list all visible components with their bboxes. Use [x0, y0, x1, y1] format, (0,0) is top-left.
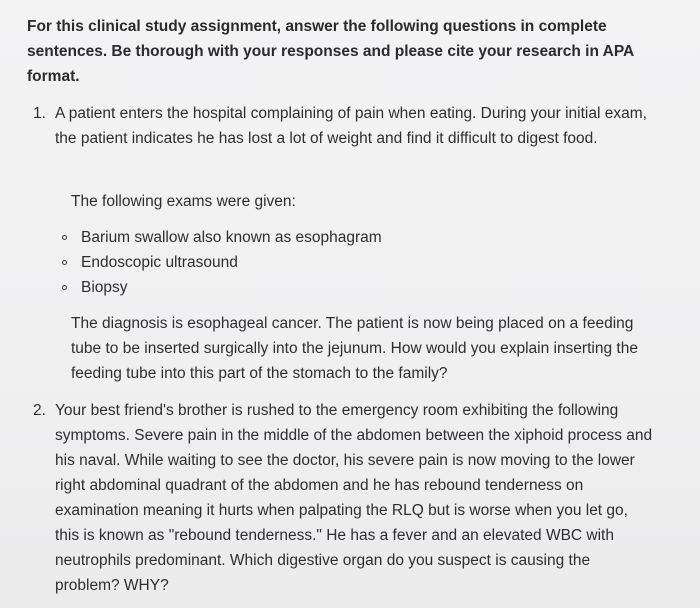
exam-label: Endoscopic ultrasound: [81, 254, 238, 271]
assignment-instructions: For this clinical study assignment, answer the following questions in complete sentences. Be thorough with your responses and please cite your research in APA format.: [27, 18, 634, 85]
exams-intro: The following exams were given:: [71, 193, 296, 210]
list-item: [62, 275, 382, 300]
exam-label: Biopsy: [81, 279, 128, 296]
hollow-bullet-icon: [62, 285, 67, 290]
exam-list: [62, 225, 382, 300]
question-2: [33, 398, 653, 598]
list-item: [62, 250, 382, 275]
exam-label: Barium swallow also known as esophagram: [81, 229, 382, 246]
question-number: 1.: [33, 105, 46, 122]
question-text: Your best friend's brother is rushed to the emergency room exhibiting the following symptoms. Severe pain in the middle of the abdomen between the xiphoid process and his naval. While waiting to see the doctor, his severe pain is now moving to the lower right abdominal quadrant of the abdomen and he has rebound tenderness on examination meaning it hurts when palpating the RLQ but is worse when you let go, this is known as "rebound tenderness." He has a fever and an elevated WBC with neutrophils predominant. Which digestive organ do you suspect is causing the problem? WHY?: [55, 402, 653, 594]
list-item: [62, 225, 382, 250]
hollow-bullet-icon: [62, 235, 67, 240]
question-text: A patient enters the hospital complaining of pain when eating. During your initial exam, the patient indicates he has lost a lot of weight and find it difficult to digest food.: [55, 105, 647, 147]
question-number: 2.: [33, 402, 46, 419]
question-1: [33, 101, 653, 151]
diagnosis-paragraph: The diagnosis is esophageal cancer. The patient is now being placed on a feeding tube to be inserted surgically into the jejunum. How would you explain inserting the feeding tube into this part of the stomach to the family?: [71, 315, 638, 382]
hollow-bullet-icon: [62, 260, 67, 265]
